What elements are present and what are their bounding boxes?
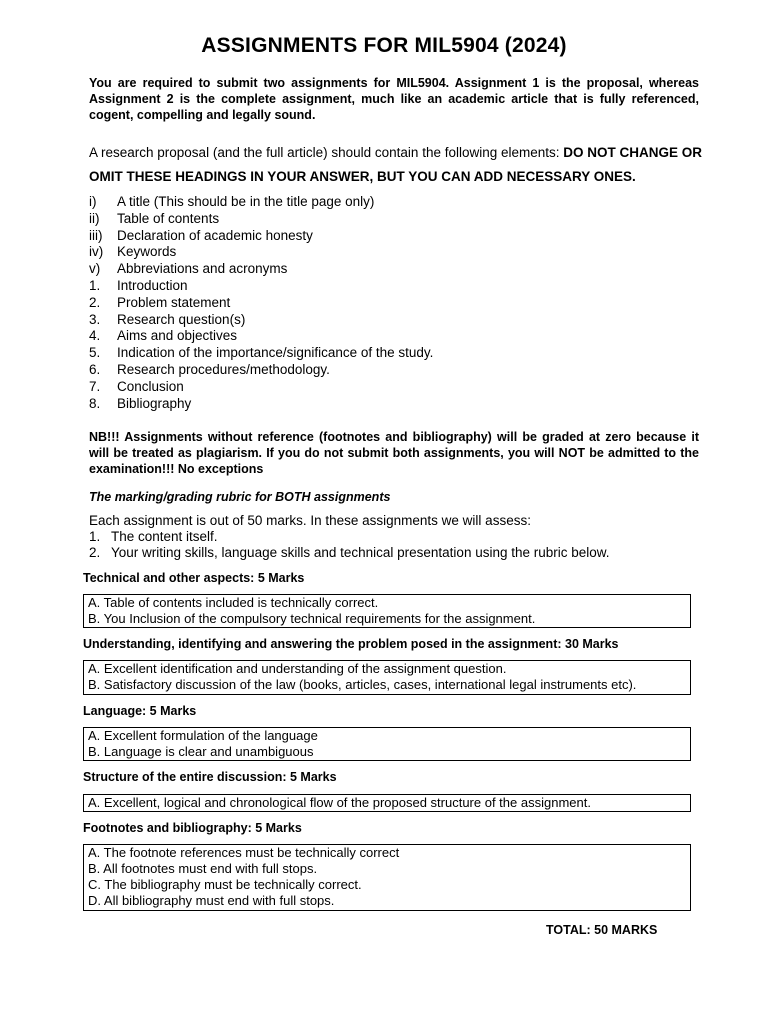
rubric-heading: The marking/grading rubric for BOTH assignments [89, 490, 391, 504]
assessment-list [89, 529, 610, 561]
list-item: iv) Keywords [89, 244, 177, 260]
rubric-box-technical [83, 594, 691, 628]
section-title-structure: Structure of the entire discussion: 5 Marks [83, 770, 337, 784]
section-title-understanding: Understanding, identifying and answering the problem posed in the assignment: 30 Marks [83, 637, 619, 651]
list-item: i) A title (This should be in the title page only) [89, 194, 375, 209]
list-item: 6. Research procedures/methodology. [89, 361, 330, 377]
section-title-language: Language: 5 Marks [83, 704, 197, 718]
rubric-item: B. Language is clear and unambiguous [88, 744, 314, 759]
rubric-item: B. Satisfactory discussion of the law (books, articles, cases, international legal instruments etc). [88, 677, 637, 692]
rubric-item: A. The footnote references must be technically correct [88, 845, 400, 860]
rubric-box-understanding [83, 660, 691, 695]
assessment-block [89, 513, 610, 561]
elements-paragraph [89, 141, 704, 189]
rubric-box-language [83, 727, 691, 761]
list-item: 8. Bibliography [89, 395, 192, 411]
rubric-item: B. All footnotes must end with full stops. [88, 861, 318, 876]
list-item: 2. Your writing skills, language skills and technical presentation using the rubric below. [89, 545, 610, 560]
list-item: 5. Indication of the importance/significance of the study. [89, 345, 434, 361]
assessment-intro: Each assignment is out of 50 marks. In these assignments we will assess: [89, 513, 531, 528]
list-item: v) Abbreviations and acronyms [89, 261, 288, 277]
section-title-footnotes: Footnotes and bibliography: 5 Marks [83, 821, 302, 835]
elements-list [89, 194, 433, 412]
nb-warning: NB!!! Assignments without reference (footnotes and bibliography) will be graded at zero because it will be treated as plagiarism. If you do not submit both assignments, you will NOT be admitted to the examination!!! No exceptions [89, 430, 699, 476]
rubric-item: A. Excellent formulation of the language [88, 728, 318, 743]
rubric-item: A. Excellent, logical and chronological flow of the proposed structure of the assignment. [88, 795, 591, 810]
list-item: 4. Aims and objectives [89, 328, 238, 344]
list-item: 1. Introduction [89, 277, 188, 293]
list-item: ii) Table of contents [89, 210, 220, 226]
total-marks: TOTAL: 50 MARKS [546, 923, 658, 937]
rubric-box-footnotes [83, 844, 691, 911]
rubric-box-structure [83, 794, 691, 812]
rubric-item: A. Excellent identification and understanding of the assignment question. [88, 661, 507, 676]
list-item: 3. Research question(s) [89, 311, 246, 327]
section-title-technical: Technical and other aspects: 5 Marks [83, 571, 305, 585]
elements-intro: A research proposal (and the full article) should contain the following elements: [89, 145, 560, 160]
rubric-item: B. You Inclusion of the compulsory technical requirements for the assignment. [88, 611, 536, 626]
list-item: iii) Declaration of academic honesty [89, 227, 313, 243]
list-item: 1. The content itself. [89, 529, 218, 544]
intro-paragraph: You are required to submit two assignments for MIL5904. Assignment 1 is the proposal, whereas Assignment 2 is the complete assignment, much like an academic article that is fully referenced, cogent, compelling and legally sound. [89, 76, 699, 122]
list-item: 7. Conclusion [89, 378, 184, 394]
page-title: ASSIGNMENTS FOR MIL5904 (2024) [201, 34, 567, 57]
rubric-item: D. All bibliography must end with full stops. [88, 893, 335, 908]
list-item: 2. Problem statement [89, 294, 231, 310]
rubric-item: A. Table of contents included is technically correct. [88, 595, 379, 610]
elements-warning: DO NOT CHANGE OR OMIT THESE HEADINGS IN YOUR ANSWER, BUT YOU CAN ADD NECESSARY ONES. [89, 145, 703, 184]
rubric-item: C. The bibliography must be technically correct. [88, 877, 362, 892]
